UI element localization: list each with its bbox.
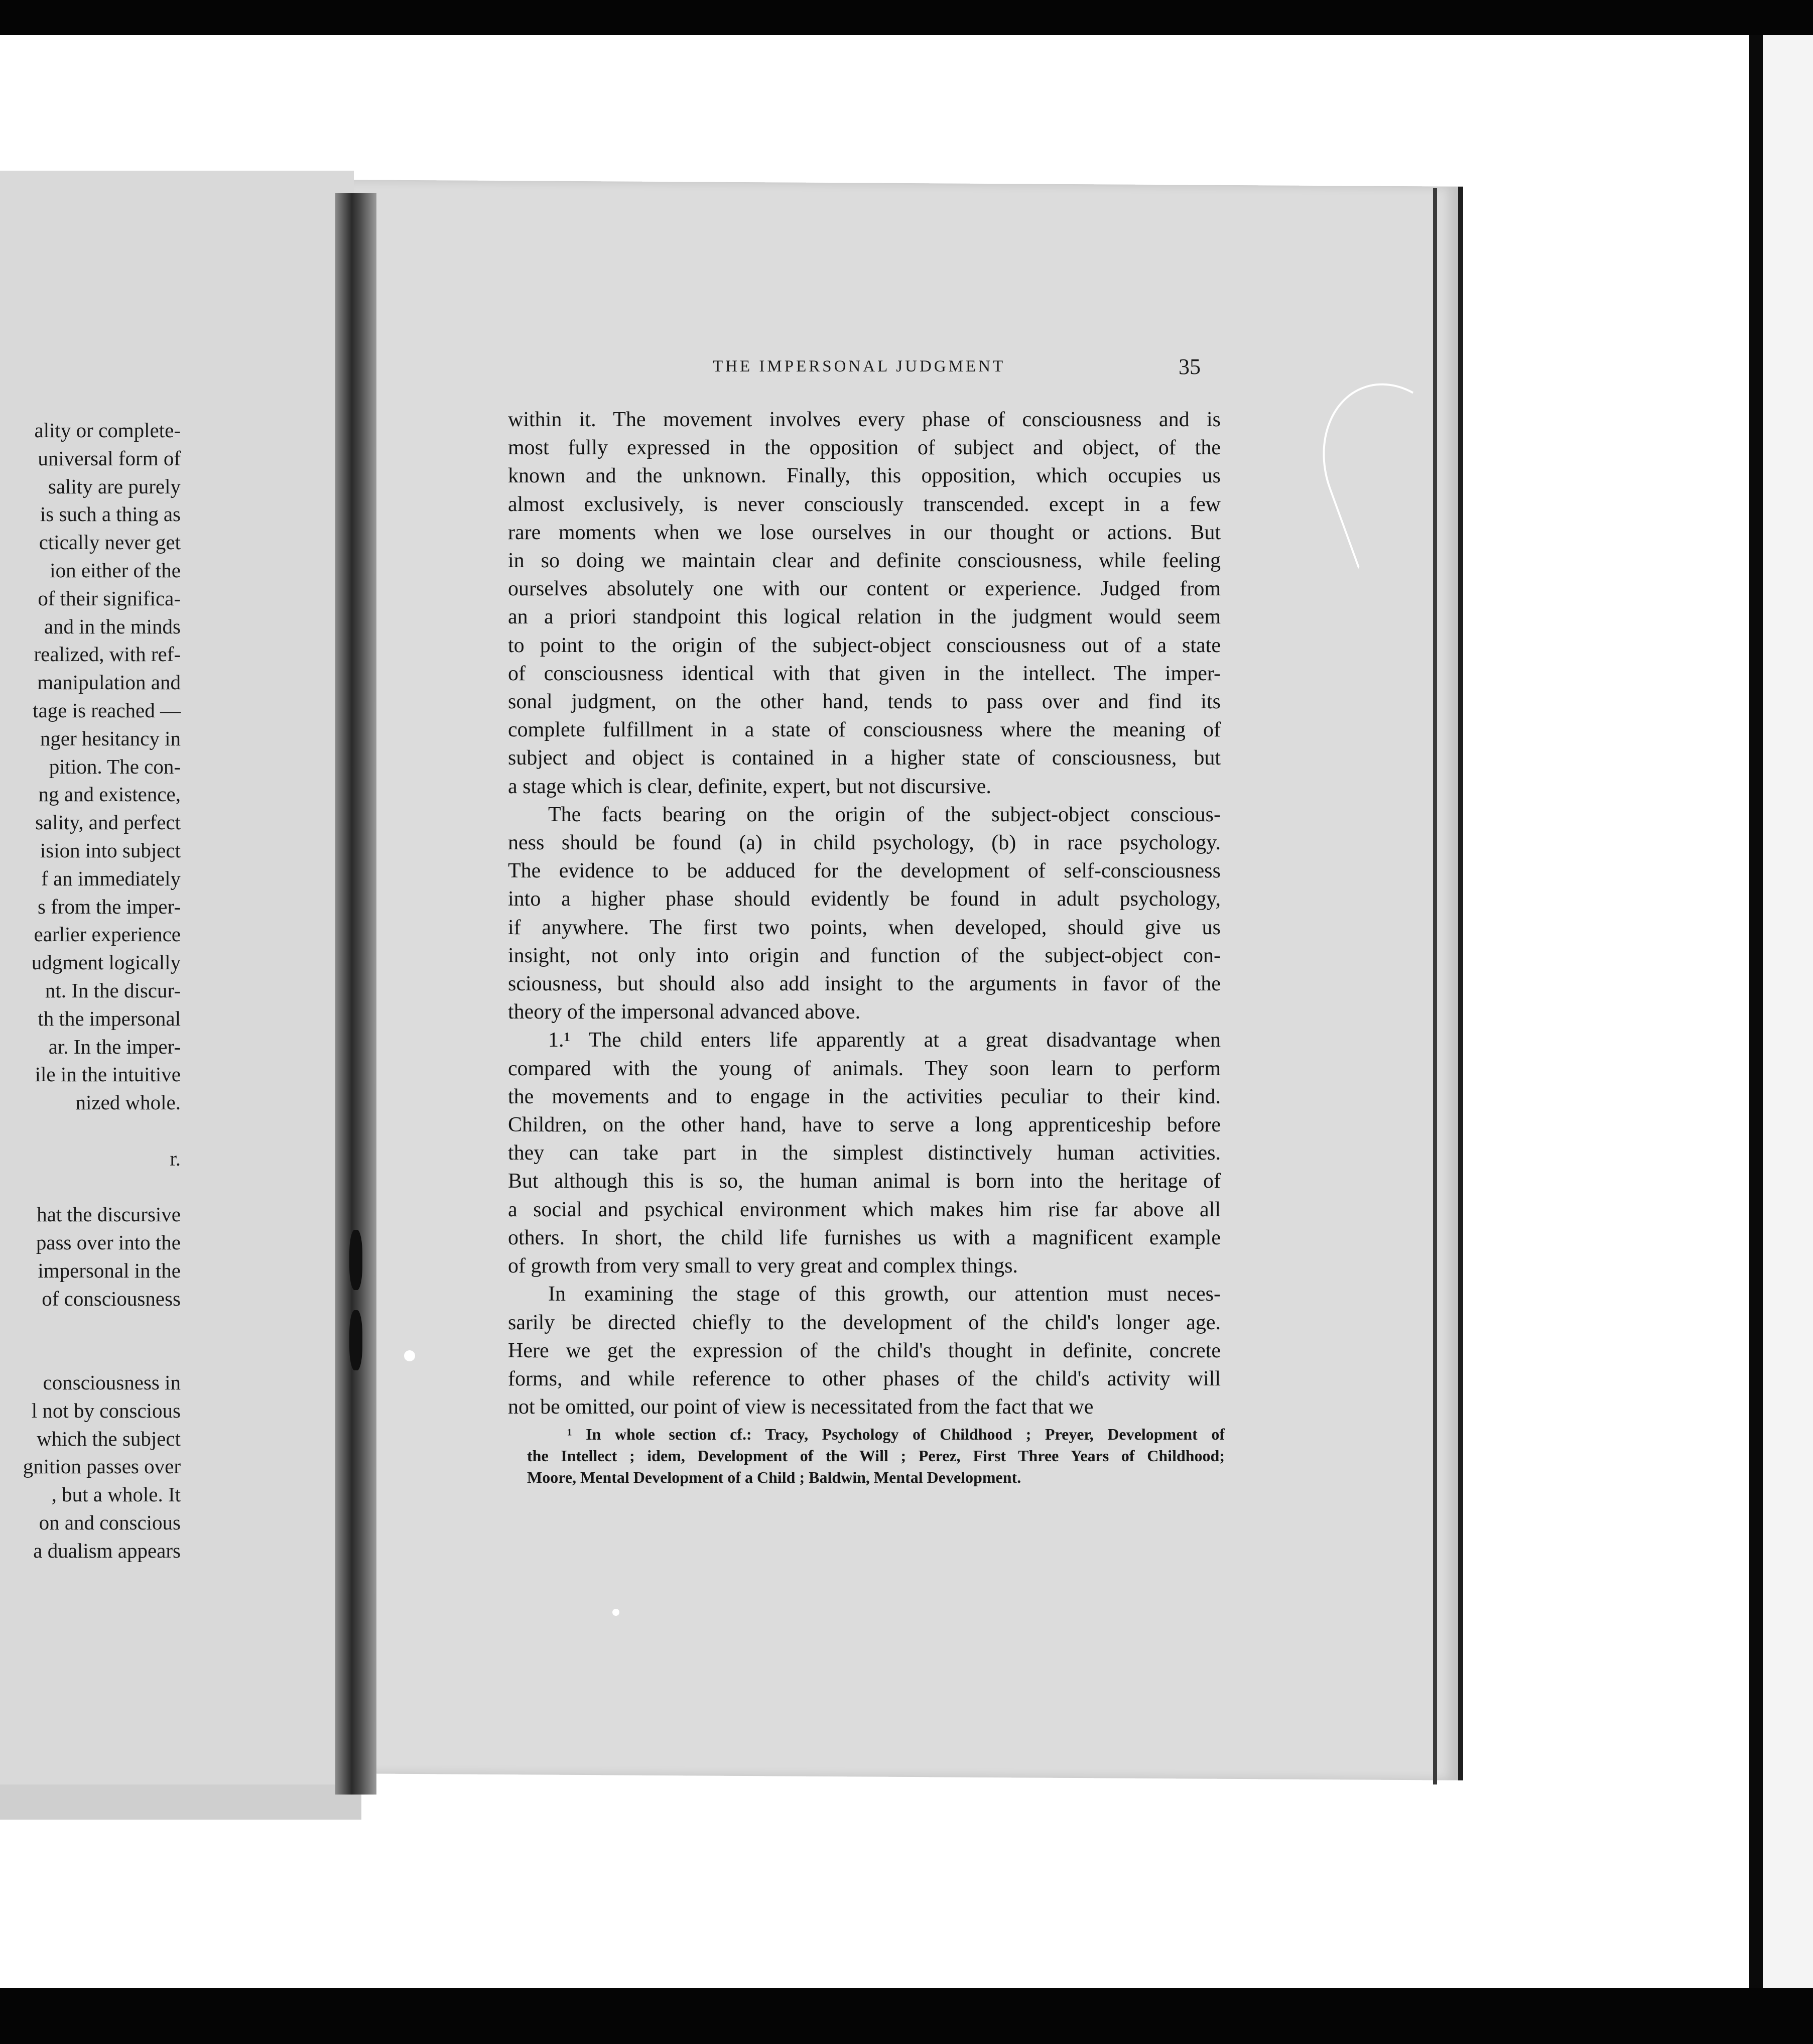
- text-line: realized, with ref-: [34, 643, 181, 666]
- text-line: nized whole.: [75, 1091, 181, 1114]
- text-line: of their significa-: [38, 586, 181, 610]
- text-line: Here we get the expression of the child's thought in definite, concrete: [508, 1339, 1221, 1362]
- text-line: of consciousness identical with that given in the intellect. The imper-: [508, 662, 1221, 685]
- text-line: [0, 1341, 181, 1369]
- text-line: the Intellect ; idem, Development of the Will ; Perez, First Three Years of Childhood;: [527, 1447, 1225, 1465]
- text-line: they can take part in the simplest distinctively human activities.: [508, 1141, 1221, 1165]
- text-line: sciousness, but should also add insight to the arguments in favor of the: [508, 972, 1221, 996]
- body-text: [508, 406, 1221, 1421]
- text-line: 1.¹ The child enters life apparently at a great disadvantage when: [548, 1029, 1221, 1052]
- text-line: known and the unknown. Finally, this opposition, which occupies us: [508, 464, 1221, 488]
- text-line: complete fulfillment in a state of consciousness where the meaning of: [508, 718, 1221, 742]
- text-line: the movements and to engage in the activities peculiar to their kind.: [508, 1085, 1221, 1108]
- text-line: ision into subject: [40, 838, 181, 862]
- text-line: sonal judgment, on the other hand, tends to pass over and find its: [508, 690, 1221, 714]
- text-line: , but a whole. It: [51, 1483, 181, 1506]
- text-line: tage is reached —: [33, 698, 181, 722]
- text-line: of growth from very small to very great and complex things.: [508, 1254, 1018, 1278]
- text-line: gnition passes over: [23, 1455, 181, 1478]
- text-line: an a priori standpoint this logical relation in the judgment would seem: [508, 605, 1221, 629]
- text-line: theory of the impersonal advanced above.: [508, 1000, 861, 1024]
- text-line: ng and existence,: [38, 783, 181, 806]
- text-line: Children, on the other hand, have to serve a long apprenticeship before: [508, 1113, 1221, 1137]
- text-line: ar. In the imper-: [48, 1035, 181, 1058]
- text-line: and in the minds: [44, 614, 181, 638]
- text-line: ness should be found (a) in child psychology, (b) in race psychology.: [508, 831, 1221, 855]
- text-line: universal form of: [38, 446, 181, 470]
- text-line: compared with the young of animals. They soon learn to perform: [508, 1057, 1221, 1080]
- left-page-edge: [0, 1784, 361, 1820]
- text-line: to point to the origin of the subject-object consciousness out of a state: [508, 633, 1221, 657]
- text-line: others. In short, the child life furnishes us with a magnificent example: [508, 1226, 1221, 1249]
- footnote: [527, 1424, 1225, 1488]
- text-line: forms, and while reference to other phases of the child's activity will: [508, 1367, 1221, 1390]
- text-line: [0, 1313, 181, 1341]
- text-line: pition. The con-: [49, 754, 181, 778]
- text-line: impersonal in the: [38, 1258, 181, 1282]
- scan-artifact: [612, 1609, 619, 1616]
- text-line: most fully expressed in the opposition of subject and object, of the: [508, 436, 1221, 460]
- text-line: of consciousness: [42, 1287, 181, 1310]
- text-line: within it. The movement involves every phase of consciousness and is: [508, 408, 1221, 431]
- text-line: s from the imper-: [38, 895, 181, 918]
- text-line: manipulation and: [37, 671, 181, 694]
- page-number: 35: [1179, 354, 1201, 379]
- text-line: insight, not only into origin and function of the subject-object con-: [508, 944, 1221, 967]
- text-line: r.: [170, 1146, 181, 1170]
- text-line: ion either of the: [50, 558, 181, 582]
- running-head: THE IMPERSONAL JUDGMENT: [713, 357, 1006, 375]
- text-line: sality are purely: [48, 474, 181, 498]
- text-line: which the subject: [37, 1427, 181, 1450]
- text-line: nt. In the discur-: [45, 978, 181, 1002]
- text-line: in so doing we maintain clear and definite consciousness, while feeling: [508, 549, 1221, 573]
- scan-edge-dark: [1749, 35, 1763, 1988]
- text-line: sarily be directed chiefly to the development of the child's longer age.: [508, 1311, 1221, 1334]
- binding-clip: [349, 1230, 362, 1290]
- text-line: into a higher phase should evidently be found in adult psychology,: [508, 887, 1221, 911]
- text-line: subject and object is contained in a higher state of consciousness, but: [508, 746, 1221, 770]
- scan-edge-light: [1763, 35, 1813, 1988]
- text-line: But although this is so, the human animal is born into the heritage of: [508, 1170, 1221, 1193]
- text-line: a social and psychical environment which makes him rise far above all: [508, 1198, 1221, 1221]
- scan-artifact: [404, 1350, 415, 1361]
- text-line: consciousness in: [43, 1371, 181, 1394]
- text-line: Moore, Mental Development of a Child ; Baldwin, Mental Development.: [527, 1468, 1021, 1486]
- text-line: almost exclusively, is never consciously transcended. except in a few: [508, 492, 1221, 516]
- text-line: udgment logically: [31, 951, 181, 974]
- left-page-text: [0, 417, 181, 1565]
- text-line: th the impersonal: [38, 1006, 181, 1030]
- text-line: is such a thing as: [40, 502, 181, 526]
- binding-clip: [349, 1310, 362, 1370]
- text-line: on and conscious: [39, 1511, 181, 1535]
- text-line: rare moments when we lose ourselves in our thought or actions. But: [508, 521, 1221, 544]
- text-line: [0, 1117, 181, 1145]
- text-line: f an immediately: [41, 866, 181, 890]
- text-line: sality, and perfect: [35, 811, 181, 834]
- text-line: ¹ In whole section cf.: Tracy, Psychology of Childhood ; Preyer, Development of: [567, 1425, 1225, 1443]
- text-line: ality or complete-: [34, 419, 181, 442]
- text-line: In examining the stage of this growth, our attention must neces-: [548, 1283, 1221, 1306]
- text-line: a stage which is clear, definite, expert, but not discursive.: [508, 775, 991, 798]
- text-line: l not by conscious: [31, 1398, 181, 1422]
- text-line: if anywhere. The first two points, when developed, should give us: [508, 916, 1221, 939]
- text-line: hat the discursive: [37, 1203, 181, 1226]
- text-line: [0, 1173, 181, 1201]
- text-line: pass over into the: [36, 1231, 181, 1254]
- text-line: nger hesitancy in: [40, 726, 181, 750]
- text-line: ourselves absolutely one with our content or experience. Judged from: [508, 577, 1221, 601]
- text-line: not be omitted, our point of view is necessitated from the fact that we: [508, 1395, 1094, 1419]
- book-spine: [335, 193, 376, 1795]
- text-line: ctically never get: [39, 531, 181, 554]
- text-line: The evidence to be adduced for the development of self-consciousness: [508, 859, 1221, 883]
- text-line: ile in the intuitive: [35, 1063, 181, 1086]
- text-line: earlier experience: [34, 923, 181, 946]
- text-line: a dualism appears: [33, 1539, 181, 1562]
- text-line: The facts bearing on the origin of the subject-object conscious-: [548, 803, 1221, 826]
